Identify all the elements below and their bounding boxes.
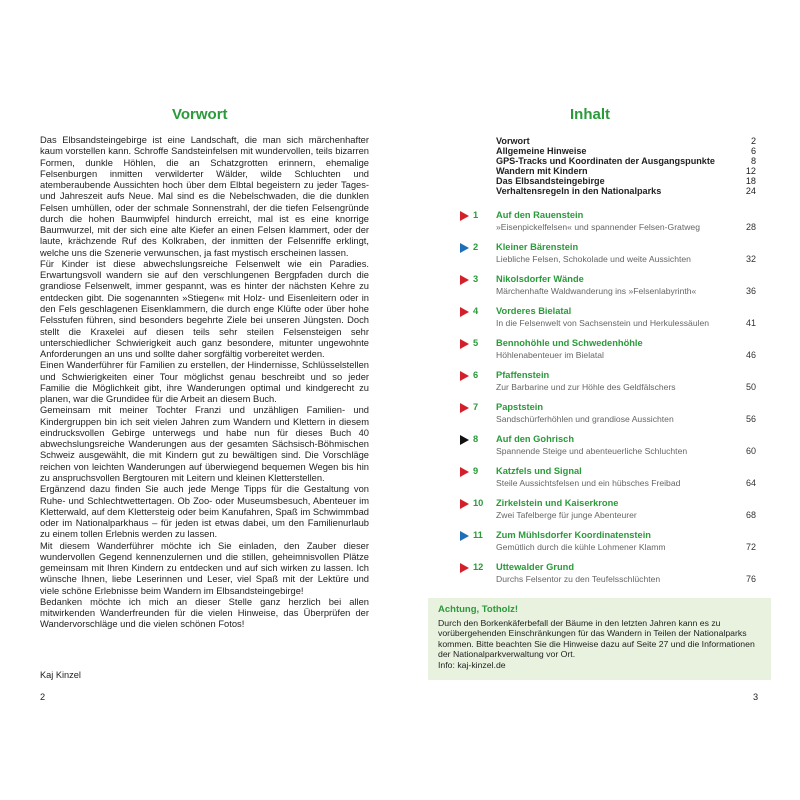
tour-number: 1: [473, 210, 479, 220]
tour-entry[interactable]: [460, 370, 760, 398]
contents-row[interactable]: [496, 136, 756, 146]
triangle-marker-icon: [460, 243, 469, 253]
contents-label: Vorwort: [496, 136, 530, 146]
contents-row[interactable]: [496, 156, 756, 166]
contents-label: Allgemeine Hinweise: [496, 146, 587, 157]
right-page: [400, 0, 800, 800]
tour-number: 9: [473, 466, 479, 476]
tour-number: 3: [473, 274, 479, 284]
tour-title: Auf den Gohrisch: [496, 434, 574, 444]
tour-page: 56: [745, 414, 756, 424]
tour-page: 60: [745, 446, 756, 456]
triangle-marker-icon: [460, 307, 469, 317]
triangle-marker-icon: [460, 275, 469, 285]
tour-number: 8: [473, 434, 479, 444]
contents-label: Das Elbsandsteingebirge: [496, 176, 605, 187]
tour-number: 6: [473, 370, 479, 380]
triangle-marker-icon: [460, 499, 469, 509]
tour-entry[interactable]: [460, 562, 760, 590]
author-signature: Kaj Kinzel: [40, 670, 81, 680]
foreword-text: [40, 135, 369, 631]
tour-number: 10: [473, 498, 484, 508]
tour-subtitle: Durchs Felsentor zu den Teufelsschlüchten: [496, 574, 661, 584]
contents-page: 8: [750, 156, 756, 167]
tour-subtitle: Spannende Steige und abenteuerliche Schluchten: [496, 446, 688, 456]
notice-title: Achtung, Totholz!: [438, 604, 519, 615]
tour-title: Vorderes Bielatal: [496, 306, 572, 316]
tour-title: Papststein: [496, 402, 544, 412]
triangle-marker-icon: [460, 531, 469, 541]
tour-entry[interactable]: [460, 306, 760, 334]
contents-label: Wandern mit Kindern: [496, 166, 588, 177]
tour-entry[interactable]: [460, 434, 760, 462]
tour-entry[interactable]: [460, 498, 760, 526]
tour-number: 7: [473, 402, 479, 412]
tour-number: 12: [473, 562, 484, 572]
tour-page: 72: [745, 542, 756, 552]
contents-page: 18: [745, 176, 756, 187]
tour-subtitle: Liebliche Felsen, Schokolade und weite Aussichten: [496, 254, 691, 264]
tour-subtitle: Märchenhafte Waldwanderung ins »Felsenlabyrinth«: [496, 286, 697, 296]
tour-title: Auf den Rauenstein: [496, 210, 584, 220]
foreword-paragraph: Bedanken möchte ich mich an dieser Stelle ganz herzlich bei allen mitwirkenden Wanderfreunden für die vielen Hinweise, das Überprüfen der Wandervorschläge und die vielen schönen Fotos!: [40, 596, 369, 630]
tour-entry[interactable]: [460, 242, 760, 270]
tour-entry[interactable]: [460, 402, 760, 430]
contents-page: 12: [745, 166, 756, 177]
tour-page: 64: [745, 478, 756, 488]
tour-title: Pfaffenstein: [496, 370, 550, 380]
tour-title: Uttewalder Grund: [496, 562, 574, 572]
triangle-marker-icon: [460, 435, 469, 445]
foreword-paragraph: Einen Wanderführer für Familien zu erstellen, der Hindernisse, Schlüsselstellen und Schwierigkeiten einer Tour möglichst genau beschreibt und so jeder Familie die Möglichkeit gibt, ihre Wanderungen optimal und kindgerecht zu planen, war die Grundidee für die Arbeit an diesem Buch.: [40, 360, 369, 405]
tour-number: 2: [473, 242, 479, 252]
triangle-marker-icon: [460, 467, 469, 477]
tour-subtitle: Höhlenabenteuer im Bielatal: [496, 350, 604, 360]
contents-row[interactable]: [496, 176, 756, 186]
tour-title: Katzfels und Signal: [496, 466, 582, 476]
tour-title: Zirkelstein und Kaiserkrone: [496, 498, 619, 508]
contents-label: Verhaltensregeln in den Nationalparks: [496, 186, 662, 197]
triangle-marker-icon: [460, 563, 469, 573]
tour-number: 5: [473, 338, 479, 348]
tour-title: Bennohöhle und Schwedenhöhle: [496, 338, 643, 348]
contents-label: GPS-Tracks und Koordinaten der Ausgangspunkte: [496, 156, 715, 167]
triangle-marker-icon: [460, 339, 469, 349]
tour-subtitle: In die Felsenwelt von Sachsenstein und Herkulessäulen: [496, 318, 710, 328]
contents-page: 6: [750, 146, 756, 157]
tour-entry[interactable]: [460, 274, 760, 302]
notice-info-link[interactable]: Info: kaj-kinzel.de: [438, 659, 506, 670]
tour-subtitle: Zwei Tafelberge für junge Abenteurer: [496, 510, 637, 520]
foreword-paragraph: Das Elbsandsteingebirge ist eine Landschaft, die man sich märchenhafter kaum vorstellen kann. Schroffe Sandsteinfelsen mit wundervollen, teils bizarren Formen, dunkle Höhlen, die an Schatzgrotten erinnern, ehemalige Felsenburgen inmitten verwilderter Wälder, wilde Schluchten und atemberaubende Aussichten hoch über dem Elbtal begeistern zu jeder Tages- und Jahreszeit aufs Neue. Mal sind es die Nebelschwaden, die die dunklen Felsen umhüllen, oder der schmale Sonnenstrahl, der die tiefen Felsengründe durch die hohen Baumwipfel hindurch erreicht, mal ist es eine knorrige Baumwurzel, mit der sich eine alte Kiefer an einen Felsen klammert, oder der laute, krächzende Ruf des Kolkraben, der inmitten der Felsenriffe erklingt, welche uns die Szenerie verwunschen, ja fast mystisch erscheinen lassen.: [40, 135, 369, 258]
tour-page: 41: [745, 318, 756, 328]
tour-number: 4: [473, 306, 479, 316]
tour-number: 11: [473, 530, 483, 540]
notice-body: Durch den Borkenkäferbefall der Bäume in den letzten Jahren kann es zu vorübergehenden Einschränkungen für das Wandern in Teilen der Nationalparks kommen. Bitte beachten Sie die Hinweise dazu auf Seite 27 und die Informationen der Nationalparkverwaltung vor Ort.: [438, 618, 755, 660]
contents-overview: [496, 136, 756, 197]
tour-page: 76: [745, 574, 756, 584]
notice-text: [438, 618, 764, 670]
foreword-paragraph: Für Kinder ist diese abwechslungsreiche Felsenwelt wie ein Paradies. Erwartungsvoll wandern sie auf den verschlungenen Bergpfaden durch die grandiose Felsenwelt, immer gespannt, was es hinter der nächsten Kehre zu entdecken gibt. Die sogenannten »Stiegen« mit Holz- und Eisenleitern oder in den Fels geschlagenen Eisenklammern, die durch enge Klüfte oder über hohe Felsstufen führen, sind besonders begehrte Ziele bei unseren Jüngsten. Doch stellt die Kraxelei auf diesen teils sehr steilen Felsensteigen sehr unterschiedlicher Schwierigkeit auch ganz besondere, mitunter ungewohnte Anforderungen an uns und sollte daher sorgfältig vorbereitet werden.: [40, 258, 369, 360]
tour-entry[interactable]: [460, 210, 760, 238]
tour-subtitle: »Eisenpickelfelsen« und spannender Felsen-Gratweg: [496, 222, 700, 232]
tour-subtitle: Steile Aussichtsfelsen und ein hübsches Freibad: [496, 478, 681, 488]
notice-box: [428, 598, 771, 680]
contents-row[interactable]: [496, 146, 756, 156]
tour-page: 36: [745, 286, 756, 296]
foreword-paragraph: Mit diesem Wanderführer möchte ich Sie einladen, den Zauber dieser wundervollen Gegend kennenzulernen und die stillen, geheimnisvollen Plätze gemeinsam mit Ihren Kindern zu entdecken und auf sich wirken zu lassen. Ich wünsche Ihnen, liebe Leserinnen und Leser, viel Spaß mit der Lektüre und viele schöne Erlebnisse beim Wandern im Elbsandsteingebirge!: [40, 540, 369, 596]
tour-page: 50: [745, 382, 756, 392]
tour-page: 68: [745, 510, 756, 520]
page-number-left: 2: [40, 692, 46, 702]
tour-entry[interactable]: [460, 338, 760, 366]
tour-page: 32: [745, 254, 756, 264]
foreword-heading: Vorwort: [172, 106, 228, 123]
contents-heading: Inhalt: [570, 106, 610, 123]
tour-page: 46: [745, 350, 756, 360]
foreword-paragraph: Ergänzend dazu finden Sie auch jede Menge Tipps für die Gestaltung von Ruhe- und Schlechtwettertagen. Ob Zoo- oder Museumsbesuch, Abenteuer im Kletterwald, auf dem Klettersteig oder beim Kanufahren, Spaß im Schwimmbad oder im Nationalparkhaus – für jeden ist etwas dabei, um den Familienurlaub zu einem tollen Erlebnis werden zu lassen.: [40, 484, 369, 540]
tour-entry[interactable]: [460, 466, 760, 494]
contents-row[interactable]: [496, 166, 756, 176]
triangle-marker-icon: [460, 371, 469, 381]
tour-entry[interactable]: [460, 530, 760, 558]
contents-page: 24: [745, 186, 756, 197]
tour-subtitle: Gemütlich durch die kühle Lohmener Klamm: [496, 542, 666, 552]
tour-title: Kleiner Bärenstein: [496, 242, 579, 252]
triangle-marker-icon: [460, 211, 469, 221]
triangle-marker-icon: [460, 403, 469, 413]
contents-page: 2: [750, 136, 756, 146]
tour-title: Nikolsdorfer Wände: [496, 274, 584, 284]
tour-title: Zum Mühlsdorfer Koordinatenstein: [496, 530, 651, 540]
tour-subtitle: Zur Barbarine und zur Höhle des Geldfälschers: [496, 382, 676, 392]
foreword-paragraph: Gemeinsam mit meiner Tochter Franzi und unzähligen Familien- und Kindergruppen bin ich seit vielen Jahren zum Wandern und Klettern in diesem eindrucksvollen Gebirge unterwegs und habe nun für dieses Buch 40 abwechslungsreiche Wanderungen aus der gesamten Sächsisch-Böhmischen Schweiz ausgewählt, die mit Kindern gut zu bewältigen sind. Die Vorschläge reichen von leichten Wanderungen auf überwiegend bequemen Wegen bis hin zu anspruchsvollen Bergtouren mit Leitern und kleinen Kletterstellen.: [40, 405, 369, 483]
page-number-right: 3: [753, 692, 759, 702]
tour-page: 28: [745, 222, 756, 232]
contents-row[interactable]: [496, 186, 756, 196]
tour-subtitle: Sandschürferhöhlen und grandiose Aussichten: [496, 414, 674, 424]
